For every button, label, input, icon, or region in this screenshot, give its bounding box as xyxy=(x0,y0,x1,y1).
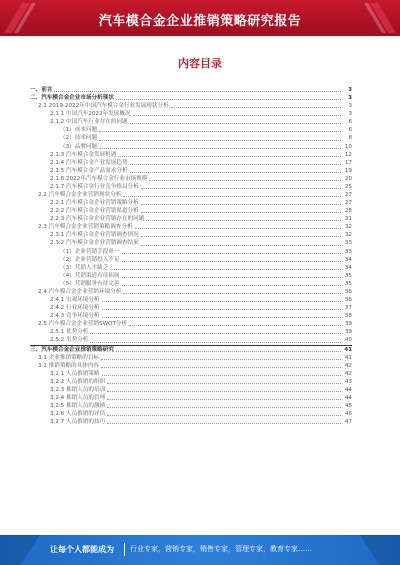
toc-entry[interactable] xyxy=(30,346,352,354)
toc-entry[interactable] xyxy=(30,102,352,110)
toc-entry-title: 2.5.1 优势分析 xyxy=(50,329,89,336)
toc-entry-title: 2.1.1 中国汽车2022年发展概况 xyxy=(50,111,131,118)
toc-leader-dots xyxy=(99,140,341,141)
toc-entry-page: 41 xyxy=(344,346,352,353)
report-title: 汽车模合金企业推销策略研究报告 xyxy=(98,14,302,29)
toc-entry-page: 47 xyxy=(344,419,352,426)
toc-entry[interactable] xyxy=(30,86,352,94)
toc-leader-dots xyxy=(99,131,341,132)
toc-entry-page: 40 xyxy=(344,337,352,344)
toc-entry-page: 27 xyxy=(344,200,352,207)
toc-entry-title: 3.2 推销策略的具体内容 xyxy=(38,362,100,369)
toc-entry[interactable] xyxy=(30,167,352,175)
toc-leader-dots xyxy=(122,277,342,278)
toc-entry-title: 一、前言 xyxy=(30,87,53,93)
toc-entry[interactable] xyxy=(30,288,352,296)
toc-leader-dots xyxy=(107,391,341,392)
toc-entry-page: 34 xyxy=(344,256,352,263)
toc-entry-title: 2.1.7 汽车模合金行业竞争格局分析 xyxy=(50,183,139,190)
toc-leader-dots xyxy=(146,220,341,221)
toc-entry[interactable] xyxy=(30,328,352,336)
footer-divider xyxy=(124,543,125,556)
toc-leader-dots xyxy=(107,423,341,424)
toc-entry-page: 8 xyxy=(348,135,352,142)
toc-entry[interactable] xyxy=(30,362,352,370)
toc-leader-dots xyxy=(129,325,341,326)
toc-leader-dots xyxy=(90,333,341,334)
toc-entry-page: 3 xyxy=(348,103,352,110)
toc-entry-page: 37 xyxy=(344,305,352,312)
toc-entry-page: 34 xyxy=(344,264,352,271)
toc-entry-title: （5）营销服务有待完善 xyxy=(60,280,120,287)
toc-entry[interactable] xyxy=(30,159,352,167)
toc-leader-dots xyxy=(141,204,341,205)
toc-entry[interactable] xyxy=(30,370,352,378)
toc-entry[interactable] xyxy=(30,110,352,118)
toc-entry-page: 43 xyxy=(344,378,352,385)
toc-entry-title: 2.5 汽车模合金企业营销SWOT分析 xyxy=(38,321,128,328)
toc-leader-dots xyxy=(130,172,341,173)
toc-leader-dots xyxy=(101,359,341,360)
toc-entry-page: 28 xyxy=(344,208,352,215)
toc-leader-dots xyxy=(149,180,341,181)
toc-leader-dots xyxy=(116,351,341,352)
toc-entry-title: 3.2.3 推销人员的培训 xyxy=(50,386,106,393)
toc-entry-title: （4）营销渠道有待拓展 xyxy=(60,272,120,279)
toc-leader-dots xyxy=(99,148,341,149)
toc-entry[interactable] xyxy=(30,312,352,320)
toc-entry-page: 33 xyxy=(344,248,352,255)
toc-heading: 内容目录 xyxy=(178,57,222,70)
toc-entry-title: 2.4.1 宏观环境分析 xyxy=(50,297,100,304)
toc-entry-title: 2.1.2 中国汽车行业存在的问题 xyxy=(50,119,128,126)
toc-entry-title: 3.2.2 人员推销的组织 xyxy=(50,378,106,385)
toc-entry-page: 41 xyxy=(344,354,352,361)
toc-entry-page: 44 xyxy=(344,386,352,393)
toc-entry-page: 32 xyxy=(344,224,352,231)
toc-entry-title: （1）企业营销手段单一 xyxy=(60,248,120,255)
toc-leader-dots xyxy=(102,309,341,310)
toc-entry-page: 33 xyxy=(344,240,352,247)
toc-entry[interactable] xyxy=(30,336,352,345)
toc-entry-page: 10 xyxy=(344,143,352,150)
toc-entry[interactable] xyxy=(30,199,352,207)
toc-entry-title: 2.1.3 汽车模合金发展机遇 xyxy=(50,151,117,158)
toc-entry[interactable] xyxy=(30,272,352,280)
toc-entry[interactable] xyxy=(30,304,352,312)
toc-leader-dots xyxy=(171,107,341,108)
toc-entry-title: 2.2.2 汽车模合金企业营销渠道分析 xyxy=(50,208,139,215)
toc-entry-page: 32 xyxy=(344,232,352,239)
toc-entry-page: 3 xyxy=(348,95,352,102)
toc-entry[interactable] xyxy=(30,134,352,142)
toc-entry-page: 39 xyxy=(344,321,352,328)
toc-entry[interactable] xyxy=(30,239,352,247)
toc-entry-page: 35 xyxy=(344,272,352,279)
toc-entry-title: 2.1 2019-2022年中国汽车模合金行业发展现状分析 xyxy=(38,103,169,110)
toc-entry-page: 20 xyxy=(344,175,352,182)
toc-leader-dots xyxy=(141,212,341,213)
toc-leader-dots xyxy=(123,293,341,294)
toc-entry-title: 三、汽车模合金企业推销策略研究 xyxy=(30,346,114,353)
toc-entry[interactable] xyxy=(30,94,352,102)
toc-entry[interactable] xyxy=(30,126,352,134)
toc-leader-dots xyxy=(122,261,342,262)
toc-entry-title: 2.2.3 汽车模合金企业营销存在的问题 xyxy=(50,216,145,223)
table-of-contents xyxy=(30,86,352,426)
header-ornament-right xyxy=(356,3,396,33)
footer-ornament-left xyxy=(0,535,40,565)
toc-leader-dots xyxy=(90,342,341,343)
toc-entry[interactable] xyxy=(30,207,352,215)
toc-leader-dots xyxy=(54,91,341,92)
toc-entry-title: 2.4.3 竞争环境分析 xyxy=(50,313,100,320)
toc-leader-dots xyxy=(118,156,341,157)
toc-entry[interactable] xyxy=(30,223,352,231)
toc-entry-page: 35 xyxy=(344,280,352,287)
toc-entry-page: 31 xyxy=(344,216,352,223)
toc-entry-title: （1）成本问题 xyxy=(60,127,98,134)
toc-entry[interactable] xyxy=(30,410,352,418)
toc-leader-dots xyxy=(101,367,341,368)
toc-entry-page: 39 xyxy=(344,329,352,336)
toc-entry[interactable] xyxy=(30,191,352,199)
toc-entry-title: （3）营销人才缺乏 xyxy=(60,264,109,271)
toc-entry-title: 2.1.6 2022年汽车模合金行业市场规模 xyxy=(50,175,148,182)
toc-leader-dots xyxy=(107,399,341,400)
toc-entry[interactable] xyxy=(30,418,352,426)
toc-entry[interactable] xyxy=(30,143,352,151)
toc-leader-dots xyxy=(141,236,341,237)
toc-leader-dots xyxy=(107,415,341,416)
toc-entry-title: 3.2.5 推销人员的激励 xyxy=(50,403,106,410)
toc-leader-dots xyxy=(135,228,341,229)
toc-entry[interactable] xyxy=(30,248,352,256)
footer-slogan: 让每个人都能成为 xyxy=(50,545,114,554)
toc-entry[interactable] xyxy=(30,118,352,126)
toc-entry[interactable] xyxy=(30,296,352,304)
toc-entry[interactable] xyxy=(30,215,352,223)
toc-entry[interactable] xyxy=(30,280,352,288)
toc-entry-page: 6 xyxy=(348,119,352,126)
toc-entry-title: （2）企业营销投入不足 xyxy=(60,256,120,263)
toc-leader-dots xyxy=(130,164,341,165)
toc-entry-title: 3.2.4 推销人员的管理 xyxy=(50,394,106,401)
toc-entry[interactable] xyxy=(30,386,352,394)
toc-entry[interactable] xyxy=(30,175,352,183)
toc-entry[interactable] xyxy=(30,264,352,272)
toc-entry-page: 42 xyxy=(344,362,352,369)
toc-leader-dots xyxy=(110,269,341,270)
toc-leader-dots xyxy=(122,285,342,286)
toc-entry-title: （3）品牌问题 xyxy=(60,143,98,150)
toc-leader-dots xyxy=(123,196,341,197)
toc-entry-title: （2）技术问题 xyxy=(60,135,98,142)
toc-entry-page: 25 xyxy=(344,183,352,190)
toc-entry-title: 2.4.2 行业环境分析 xyxy=(50,305,100,312)
toc-entry[interactable] xyxy=(30,354,352,362)
toc-entry-title: 2.1.4 汽车模合金产业发展趋势 xyxy=(50,159,128,166)
toc-entry[interactable] xyxy=(30,231,352,239)
toc-entry-title: 3.1 企业推销策略的目标 xyxy=(38,354,100,361)
toc-leader-dots xyxy=(116,99,341,100)
toc-entry-title: 2.1.5 汽车模合金产品需求分析 xyxy=(50,167,128,174)
toc-leader-dots xyxy=(122,253,342,254)
toc-entry-title: 二、汽车模合金企业市场分析现状 xyxy=(30,95,114,102)
toc-entry-page: 44 xyxy=(344,394,352,401)
toc-entry[interactable] xyxy=(30,402,352,410)
toc-leader-dots xyxy=(102,301,341,302)
toc-entry-title: 3.2.1 人员推销策略 xyxy=(50,370,100,377)
toc-leader-dots xyxy=(141,188,341,189)
toc-entry-page: 3 xyxy=(348,111,352,118)
footer-tagline: 行业专家，营销专家，销售专家，管理专家，教育专家…… xyxy=(130,545,312,553)
toc-leader-dots xyxy=(141,245,341,246)
toc-leader-dots xyxy=(133,115,341,116)
toc-entry-page: 3 xyxy=(348,87,352,93)
toc-entry[interactable] xyxy=(30,394,352,402)
toc-entry-page: 38 xyxy=(344,313,352,320)
toc-entry[interactable] xyxy=(30,378,352,386)
toc-entry-page: 42 xyxy=(344,370,352,377)
toc-entry-page: 17 xyxy=(344,159,352,166)
toc-entry-title: 2.3.1 汽车模合金企业营销调查情况 xyxy=(50,232,139,239)
toc-entry-page: 36 xyxy=(344,288,352,295)
toc-leader-dots xyxy=(102,375,341,376)
toc-entry-title: 2.3.2 汽车模合金企业营销调查结果 xyxy=(50,240,139,247)
footer-ornament-right xyxy=(360,535,400,565)
toc-entry-page: 46 xyxy=(344,411,352,418)
toc-entry-page: 36 xyxy=(344,297,352,304)
toc-entry[interactable] xyxy=(30,256,352,264)
toc-entry-page: 45 xyxy=(344,403,352,410)
toc-entry-title: 2.4 汽车模合金企业营销环境分析 xyxy=(38,288,122,295)
report-footer xyxy=(0,535,400,565)
toc-entry-title: 2.3 汽车模合金企业营销策略调查分析 xyxy=(38,224,133,231)
toc-entry-title: 2.2.1 汽车模合金企业营销策略分析 xyxy=(50,200,139,207)
toc-entry-title: 3.2.7 人员推销的技巧 xyxy=(50,419,106,426)
toc-entry-title: 2.5.2 劣势分析 xyxy=(50,337,89,344)
toc-leader-dots xyxy=(102,317,341,318)
toc-leader-dots xyxy=(107,383,341,384)
toc-entry[interactable] xyxy=(30,183,352,191)
toc-entry-title: 2.2 汽车模合金企业营销现状分析 xyxy=(38,192,122,199)
toc-entry-title: 3.2.6 人员推销的评估 xyxy=(50,411,106,418)
toc-entry-page: 6 xyxy=(348,127,352,134)
toc-leader-dots xyxy=(107,407,341,408)
toc-leader-dots xyxy=(130,123,341,124)
toc-entry-page: 27 xyxy=(344,192,352,199)
toc-entry-page: 12 xyxy=(344,151,352,158)
toc-entry[interactable] xyxy=(30,320,352,328)
report-header xyxy=(0,0,400,36)
toc-entry[interactable] xyxy=(30,151,352,159)
toc-entry-page: 19 xyxy=(344,167,352,174)
